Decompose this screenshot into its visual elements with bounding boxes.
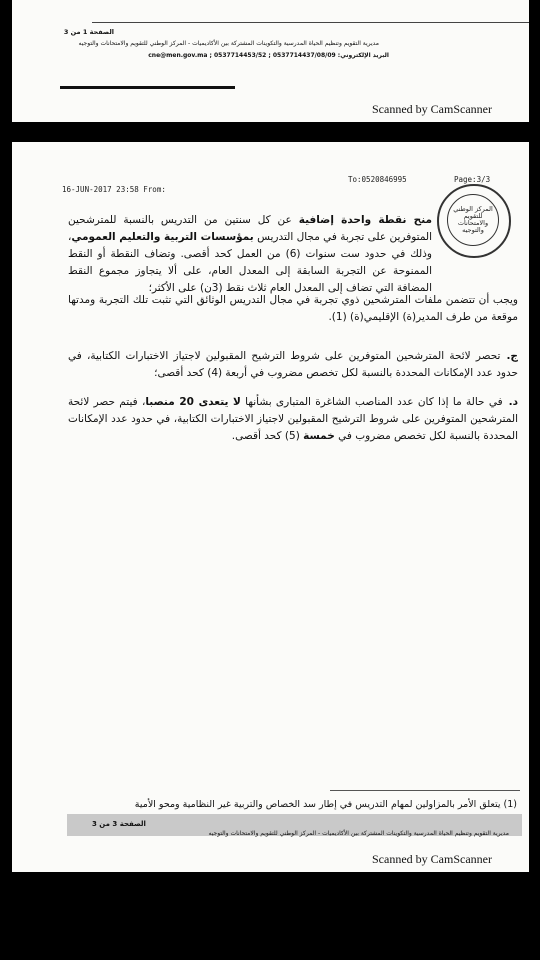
scanned-page-1 xyxy=(12,0,529,122)
item-d-run: ، فيتم حصر لائحة المترشحين المتوفرين على شروط الترشيح المقبولين لاجتياز الاختبارات الكتابية، في حدود عدد الإمكانات المحددة بالنسبة لكل تخصص مضروب في xyxy=(68,396,518,442)
item-d-text xyxy=(68,396,518,442)
stamp-text: المركز الوطني للتقويم والامتحانات والتوجيه xyxy=(447,194,499,246)
para1-run: ، وذلك في حدود ست سنوات (6) من العمل كحد أقصى. وتضاف النقطة أو النقط الممنوحة عن التجربة السابقة إلى المعدل العام، على ألا يتجاوز مجموع النقط المضافة التي تضاف إلى المعدل العام ثلاث نقط (3ن) على الأكثر؛ xyxy=(68,231,432,294)
item-d-run: خمسة xyxy=(303,430,335,442)
item-d xyxy=(68,394,518,445)
header-line: مديرية التقويم وتنظيم الحياة المدرسية والتكوينات المشتركة بين الأكاديميات - المركز الوطني للتقويم والامتحانات والتوجيه xyxy=(78,40,379,47)
item-d-run: (5) كحد أقصى. xyxy=(231,430,304,442)
fax-to: To:0520846995 xyxy=(348,175,407,184)
footnote-divider xyxy=(330,790,520,791)
item-d-run: في حالة ما إذا كان عدد المناصب الشاغرة المتبارى بشأنها xyxy=(240,396,503,408)
official-stamp xyxy=(437,184,511,258)
para1-run: نقطة واحدة إضافية xyxy=(298,214,407,226)
para1-run: بمؤسسات التربية والتعليم العمومي xyxy=(71,231,254,243)
camscanner-watermark: Scanned by CamScanner xyxy=(372,102,492,116)
header-divider xyxy=(92,22,529,23)
item-j-text: تحصر لائحة المترشحين المتوفرين على شروط الترشيح المقبولين لاجتياز الاختبارات الكتابية، في حدود عدد الإمكانات المحددة بالنسبة لكل تخصص مضروب في أربعة (4) كحد أقصى؛ xyxy=(68,350,518,379)
contact-line: البريد الإلكتروني: cne@men.gov.ma ; 0537714453/52 ; 0537714437/08/09 xyxy=(148,52,389,59)
item-d-run: لا يتعدى 20 منصبا xyxy=(145,396,241,408)
scanned-page-2 xyxy=(12,142,529,872)
item-j xyxy=(68,348,518,382)
page-number: الصفحة 1 من 3 xyxy=(63,28,114,36)
footnote-rule xyxy=(60,86,235,89)
footer-page-number: الصفحة 3 من 3 xyxy=(92,820,146,828)
footnote: (1) يتعلق الأمر بالمزاولين لمهام التدريس في إطار سد الخصاص والتربية غير النظامية ومحو الأمية xyxy=(134,799,517,810)
para1-run: عن كل سنتين من التدريس بالنسبة للمترشحين المتوفرين على تجربة في مجال التدريس xyxy=(68,214,433,243)
footer-line: مديرية التقويم وتنظيم الحياة المدرسية والتكوينات المشتركة بين الأكاديميات - المركز الوطني للتقويم والامتحانات والتوجيه xyxy=(208,830,509,837)
para1-run: منح xyxy=(406,214,432,226)
paragraph-additional-point xyxy=(68,212,432,297)
fax-page: Page:3/3 xyxy=(454,175,491,184)
paragraph-experience-files: ويجب أن تتضمن ملفات المترشحين ذوي تجربة في مجال التدريس الوثائق التي تثبت تلك التجربة ومدتها موقعة من طرف المدير(ة) الإقليمي(ة) (1). xyxy=(68,294,518,323)
item-d-letter: د. xyxy=(508,396,518,408)
camscanner-watermark: Scanned by CamScanner xyxy=(372,852,492,866)
fax-date: 16-JUN-2017 23:58 From: xyxy=(62,185,166,194)
item-j-letter: ج. xyxy=(506,350,518,362)
